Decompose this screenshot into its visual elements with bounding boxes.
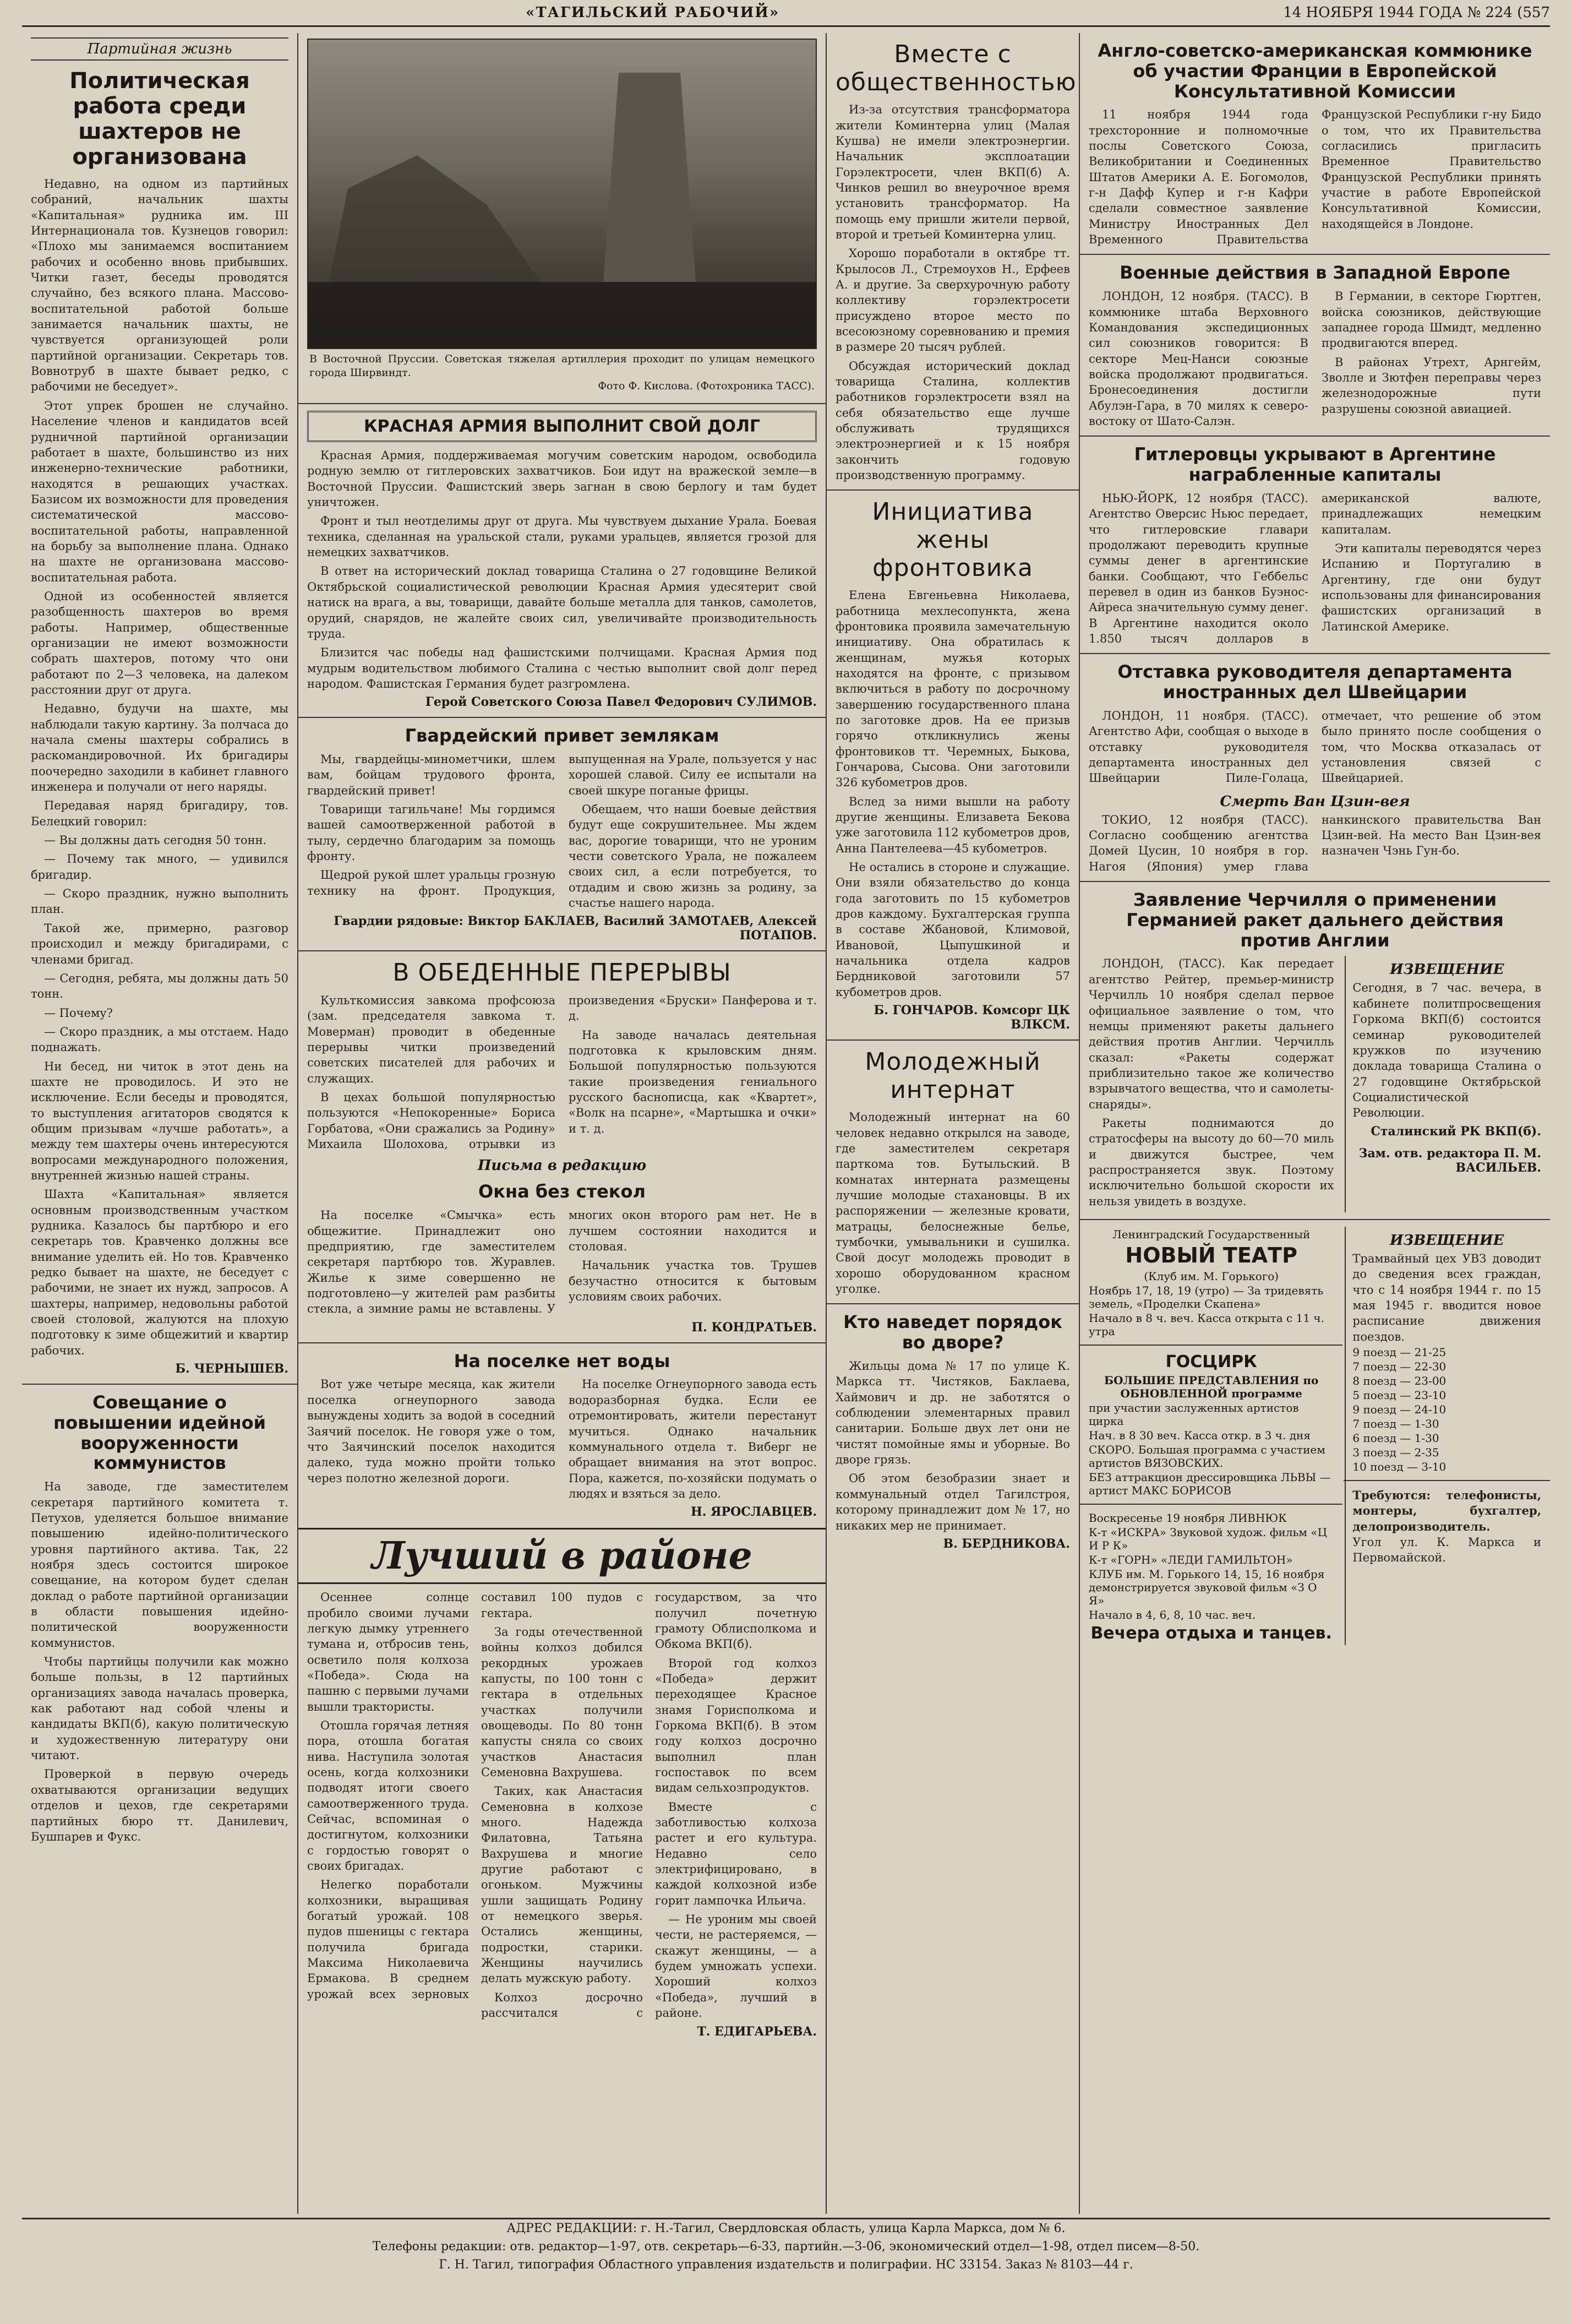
article-headline: Гитлеровцы укрывают в Аргентине награбленные капиталы [1134,444,1496,486]
photo-caption [307,349,817,396]
article-headline: На поселке нет воды [454,1350,670,1371]
job-ad: Требуются: телефонисты, монтеры, бухгалтер, делопроизводитель. [1352,1488,1541,1533]
train-row: 9 поезд — 24-10 [1352,1403,1447,1417]
paragraph: Фронт и тыл неотделимы друг от друга. Мы чувствуем дыхание Урала. Боевая техника, сделанная на уральской стали, руками уральцев, является грозой для немецких захватчиков. [307,514,817,559]
article-signature: Б. ЧЕРНЫШЕВ. [175,1362,288,1376]
notice-body: Трамвайный цех УВЗ доводит до сведения всех граждан, что с 14 ноября 1944 г. по 15 мая 1945 г. вводится новое расписание движения поездов. [1352,1251,1541,1343]
paragraph: ЛОНДОН, (ТАСС). Как передает агентство Рейтер, премьер-министр Черчилль 10 ноября сделал первое официальное заявление о том, что немцы применяют ракеты дальнего действия против Англии. Черчилль сказал: «Ракеты содержат приблизительно такое же количество взрывчатого вещества, что и самолеты-снаряды». [1089,957,1334,1111]
photo-credit: Фото Ф. Кислова. (Фотохроника ТАСС). [598,380,815,393]
divider [298,717,826,718]
theater-org: Ленинградский Государственный [1112,1227,1311,1241]
article-body [1089,708,1541,788]
theater-line: Начало в 8 ч. веч. Касса открыта с 11 ч. утра [1089,1311,1324,1338]
paragraph: Об этом безобразии знает и коммунальный отдел Тагилстроя, которому принадлежит дом № 17, но никаких мер не принимает. [836,1472,1070,1532]
divider [1080,881,1550,882]
article-signature: В. БЕРДНИКОВА. [943,1536,1070,1551]
article-body [307,1376,817,1501]
article-body [836,1358,1070,1533]
paragraph: Шахта «Капитальная» является основным производственным участком рудника. Казалось бы партбюро и его секретарь тов. Кравченко должны все внимание уделить ей. Но тов. Кравченко редко бывает на шахте, не беседует с рабочими, не знает их нужд, запросов. А шахтеры, например, недовольны работой своей столовой, жалуются на плохую подготовку к зиме общежитий и квартир рабочих. [31,1188,288,1357]
paragraph: Нелегко поработали колхозники, выращивая богатый урожай. 108 пудов пшеницы с гектара получила бригада Максима Николаевича Ермакова. В среднем урожай всех зерновых составил 100 пудов с гектара. [307,1591,643,2001]
issue-date: 14 НОЯБРЯ 1944 ГОДА № 224 (557 [1283,4,1550,21]
paragraph: — Почему? [44,1006,113,1020]
kino-line: К-т «ГОРН» «ЛЕДИ ГАМИЛЬТОН» [1089,1553,1293,1566]
tram-notice [1345,1227,1541,1645]
circus-line: БЕЗ аттракцион дрессировщика ЛЬВЫ — артист МАКС БОРИСОВ [1089,1470,1331,1497]
paragraph: Этот упрек брошен не случайно. Население членов и кандидатов всей рудничной партийной организации работает в шахте, большинство из них инженерно-технические работники, находятся в решающих участках. Базисом их возможности для проведения систематической массово-воспитательной работы, направленной на борьбу за выполнение плана. Однако на шахте не организована массово-воспитательная работа. [31,399,288,584]
article-headline: Окна без стекол [478,1181,646,1202]
paragraph: За годы отечественной войны колхоз добился рекордных урожаев капусты, по 100 тонн с гектара в отдельных участках получили овощеводы. По 80 тонн капусты сняла со своих участков Анастасия Семеновна Вахрушева. [481,1625,643,1779]
paragraph: Колхоз досрочно рассчитался с государством, за что получил почетную грамоту Облисполкома и Обкома ВКП(б). [481,1591,817,2020]
divider [827,1039,1079,1041]
article-headline: Молодежный интернат [865,1048,1041,1104]
article-body [1089,107,1541,247]
article-headline: Военные действия в Западной Европе [1120,262,1510,284]
paragraph: Жильцы дома № 17 по улице К. Маркса тт. Чистяков, Баклаева, Хаймович и др. не заботятся о соблюдении элементарных правил санитарии. Больше двух лет они не чистят помойные ямы и уборные. Во дворе грязь. [836,1359,1070,1467]
paragraph: Недавно, на одном из партийных собраний, начальник шахты «Капитальная» рудника им. III Интернационала тов. Кузнецов говорил: «Плохо мы занимаемся воспитанием рабочих и особенно вновь прибывших. Читки газет, беседы проводятся случайно, без всякого плана. Массово-воспитательной работой больше занимается начальник шахты, не чувствуется организующей роли партийной организации. Секретарь тов. Вовнотруб в шахте бывает редко, с рабочими не беседует». [31,177,288,394]
paragraph: ТОКИО, 12 ноября (ТАСС). Согласно сообщению агентства Домей Цусин, 10 ноября в гор. Нагоя (Япония) умер глава нанкинского правительства Ван Цзин-вей. На место Ван Цзин-вея назначен Чэнь Гун-бо. [1089,813,1541,873]
paragraph: — Почему так много, — удивился бригадир. [31,852,288,881]
paragraph: Начальник участка тов. Трушев безучастно относится к бытовым условиям своих рабочих. [569,1259,817,1303]
article-body [836,1109,1070,1297]
job-address: Угол ул. К. Маркса и Первомайской. [1352,1536,1541,1565]
article-body [31,1479,288,1844]
circus-line: Нач. в 8 30 веч. Касса откр. в 3 ч. дня [1089,1428,1311,1442]
train-row: 3 поезд — 2-35 [1352,1446,1439,1460]
paragraph: На поселке Огнеупорного завода есть водоразборная будка. Если ее отремонтировать, жители перестанут мучиться. Однако начальник коммунального отдела т. Виберг не обращает внимания на этот вопрос. Пора, кажется, по-хозяйски подумать о людях и взяться за дело. [569,1378,817,1500]
paragraph: На заводе, где заместителем секретаря партийного комитета т. Петухов, уделяется большое внимание повышению идейно-политического уровня партийного актива. Так, 22 ноября здесь состоится широкое совещание, на котором будет сделан доклад о работе партийной организации в области повышения идейно-политической вооруженности коммунистов. [31,1480,288,1650]
article-body [836,587,1070,1000]
article-headline: Англо-советско-американская коммюнике об участии Франции в Европейской Консультативной Комиссии [1098,40,1532,102]
paragraph: Ракеты поднимаются до стратосферы на высоту до 60—70 миль и движутся быстрее, чем распространяется звук. Поэтому исключительно большой скорости их нельзя увидеть в воздухе. [1089,1116,1334,1208]
circus-line: СКОРО. Большая программа с участием артистов ВЯЗОВСКИХ. [1089,1443,1325,1469]
article-headline: Кто наведет порядок во дворе? [843,1311,1062,1353]
article-headline: Смерть Ван Цзин-вея [1220,793,1410,810]
paragraph: Вот уже четыре месяца, как жители поселка огнеупорного завода вынуждены ходить за водой в соседний Заячий поселок. Не говоря уже о том, что Заячинский поселок находится далеко, туда можно пройти только через полотно железной дороги. [307,1378,555,1485]
paragraph: Проверкой в первую очередь охватываются организации ведущих отделов и цехов, где секретарями партийных бюро тт. Данилевич, Бушпарев и Фукс. [31,1767,288,1843]
article-signature: Т. ЕДИГАРЬЕВА. [697,2024,817,2039]
paragraph: Елена Евгеньевна Николаева, работница мехлесопункта, жена фронтовика проявила замечательную инициативу. Она обратилась к женщинам, мужья которых находятся на фронте, с призывом включиться в работу по досрочному завершению государственного плана по заготовке дров. На ее призыв горячо откликнулись жены фронтовиков тт. Черемных, Быкова, Гончарова, Сысова. Они заготовили 326 кубометров дров. [836,589,1070,790]
train-row: 5 поезд — 23-10 [1352,1389,1447,1402]
article-body [1089,491,1541,646]
paragraph: Обсуждая исторический доклад товарища Сталина, коллектив работников горэлектросети взял на себя обязательство еще лучше обслуживать трудящихся электроэнергией и к 15 ноября закончить годовую производственную программу. [836,359,1070,482]
divider [1344,1480,1550,1481]
paragraph: В районах Утрехт, Арнгейм, Зволле и Зютфен переправы через железнодорожные пути разрушены союзной авиацией. [1322,355,1541,416]
divider [1080,436,1550,437]
train-row: 6 поезд — 1-30 [1352,1432,1439,1445]
paragraph: Осеннее солнце пробило своими лучами легкую дымку утреннего тумана и, отбросив тень, осветило поля колхоза «Победа». Сюда на пашню с первыми лучами вышли трактористы. [307,1591,469,1713]
paragraph: Обещаем, что наши боевые действия будут еще сокрушительнее. Мы ждем вас, дорогие товарищи, что не уроним чести советского Урала, не пожалеем своих сил, а если потребуется, то отдадим и свою жизнь за родину, за счастье нашего народа. [569,803,817,910]
paragraph: Такой же, примерно, разговор происходил и между бригадирами, с членами бригад. [31,921,288,966]
article-signature: Герой Советского Союза Павел Федорович СУЛИМОВ. [425,695,817,710]
notice-title: ИЗВЕЩЕНИЕ [1389,1232,1504,1249]
kino-line: К-т «ИСКРА» Звуковой худож. фильм «Ц И Р К» [1089,1525,1328,1552]
club-line: КЛУБ им. М. Горького 14, 15, 16 ноября демонстрируется звуковой фильм «З О Я» [1089,1567,1325,1607]
paragraph: Щедрой рукой шлет уральцы грозную технику на фронт. Продукция, выпущенная на Урале, пользуется у нас хорошей славой. Силу ее испытали на своей шкуре поганые фрицы. [307,753,817,897]
footer-phones: Телефоны редакции: отв. редактор—1-97, отв. секретарь—6-33, партийн.—3-06, экономический отдел—1-98, отдел писем—8-50. [372,2240,1200,2254]
column-1 [22,33,297,2214]
theater-line: Ноябрь 17, 18, 19 (утро) — За тридевять земель, «Проделки Скапена» [1089,1283,1324,1310]
article-headline: Гвардейский привет землякам [405,725,719,747]
train-row: 7 поезд — 22-30 [1352,1360,1447,1374]
circus-sub: БОЛЬШИЕ ПРЕДСТАВЛЕНИЯ по ОБНОВЛЕННОЙ программе [1104,1373,1319,1400]
article-body [1089,956,1334,1212]
divider [1080,653,1550,654]
paragraph: Передавая наряд бригадиру, тов. Белецкий говорил: [31,799,288,828]
evening-line: Вечера отдыха и танцев. [1090,1623,1332,1643]
paragraph: На заводе началась деятельная подготовка к крыловским дням. Большой популярностью пользуются такие произведения гениального русского баснописца, как «Квартет», «Волк на псарне», «Мартышка и очки» и т. д. [569,1028,817,1135]
article-headline: В ОБЕДЕННЫЕ ПЕРЕРЫВЫ [392,959,732,987]
paragraph: Чтобы партийцы получили как можно больше пользы, в 12 партийных организациях завода началась проверка, как работают над собой члены и кандидаты ВКП(б), какую политическую и художественную литературу они читают. [31,1655,288,1762]
circus-line: при участии заслуженных артистов цирка [1089,1401,1299,1428]
paragraph: 11 ноября 1944 года трехсторонние и полномочные послы Советского Союза, Великобритании и Соединенных Штатов Америки А. Е. Богомолов, г-н Дафф Купер и г-н Кафри сделали совместное заявление Министру Иностранных Дел Временного Правительства Французской Республики г-ну Бидо о том, что их Правительства согласились пригласить Временное Правительство Французской Республики принять участие в работе Европейской Консультативной Комиссии, находящейся в Лондоне. [1089,108,1541,247]
divider [827,1303,1079,1304]
article-headline: Совещание о повышении идейной вооруженности коммунистов [53,1392,266,1474]
column-2 [297,33,826,2214]
article-body [31,176,288,1358]
article-body [1089,812,1541,874]
circus-title: ГОСЦИРК [1165,1352,1257,1371]
divider [22,1384,297,1385]
divider [298,950,826,951]
newspaper-masthead: «ТАГИЛЬСКИЙ РАБОЧИЙ» [526,4,780,21]
paragraph: Отошла горячая летняя пора, отошла богатая нива. Наступила золотая осень, когда колхозники подводят итоги своего самоотверженного труда. Сейчас, вспоминая о достигнутом, колхозники с гордостью говорят о своих бригадах. [307,1718,469,1873]
divider [1080,254,1550,255]
notice-title: ИЗВЕЩЕНИЕ [1389,961,1504,978]
article-signature: Б. ГОНЧАРОВ. Комсорг ЦК ВЛКСМ. [874,1003,1070,1032]
editor-line: Зам. отв. редактора П. М. ВАСИЛЬЕВ. [1358,1146,1541,1175]
paragraph: Второй год колхоз «Победа» держит переходящее Красное знамя Горисполкома и Горкома ВКП(б). В этом году колхоз досрочно выполнил план госпоставок по всем видам сельхозпродуктов. [655,1656,817,1795]
divider [298,1342,826,1343]
notice-block [1345,956,1541,1212]
article-body [307,1590,817,2021]
divider [298,403,826,404]
train-row: 9 поезд — 21-25 [1352,1346,1447,1359]
train-row: 10 поезд — 3-10 [1352,1460,1447,1474]
theater-club: (Клуб им. М. Горького) [1144,1269,1279,1283]
army-body [307,448,817,692]
column-4 [1079,33,1550,2214]
notice-signature: Сталинский РК ВКП(б). [1371,1124,1541,1139]
article-body [1089,289,1541,429]
paragraph: — Сегодня, ребята, мы должны дать 50 тонн. [31,971,288,1001]
paragraph: Недавно, будучи на шахте, мы наблюдали такую картину. За полчаса до начала смены шахтеры собрались в раскомандировочной. Их бригадиры поочередно заходили в кабинет главного инженера и получали от него наряды. [31,702,288,794]
divider [1080,1345,1342,1346]
paragraph: Из-за отсутствия трансформатора жители Коминтерна улиц (Малая Кушва) не имели электроэнергии. Начальник эксплоатации Горэлектросети, член ВКП(б) А. Чинков решил во внеурочное время установить трансформатор. На помощь ему пришли жители первой, второй и третьей Коминтерна улиц. [836,103,1070,241]
article-headline: Отставка руководителя департамента иностранных дел Швейцарии [1117,661,1513,703]
paragraph: Одной из особенностей является разобщенность шахтеров во время работы. Например, общественные организации не имеют возможности собрать шахтеров, потому что они работают по 2—3 человека, на далеком расстоянии друг от друга. [31,589,288,696]
paragraph: Близится час победы над фашистскими полчищами. Красная Армия под мудрым водительством любимого Сталина с честью выполнит свой долг перед народом. Фашистская Германия будет разгромлена. [307,646,817,690]
war-photo [307,39,817,349]
footer-print: Г. Н. Тагил, типография Областного управления издательств и полиграфии. НС 33154. Заказ № 8103—44 г. [439,2258,1133,2272]
train-row: 7 поезд — 1-30 [1352,1417,1439,1431]
article-signature: Н. ЯРОСЛАВЦЕВ. [691,1505,817,1520]
divider [1080,1504,1342,1505]
footer-address: АДРЕС РЕДАКЦИИ: г. Н.-Тагил, Свердловская область, улица Карла Маркса, дом № 6. [506,2222,1066,2235]
paragraph: НЬЮ-ЙОРК, 12 ноября (ТАСС). Агентство Оверсис Ньюс передает, что гитлеровские главари продолжают переводить крупные суммы денег в аргентинские банки. Сообщают, что Геббельс перевел в один из банков Буэнос-Айреса значительную сумму денег. В Аргентине находится около 1.850 тысяч долларов в американской валюте, принадлежащих немецким капиталам. [1089,491,1541,646]
paragraph: — Скоро праздник, а мы отстаем. Надо поднажать. [31,1025,288,1054]
section-rubric: Партийная жизнь [31,37,288,61]
paragraph: Таких, как Анастасия Семеновна в колхозе много. Надежда Филатовна, Татьяна Вахрушева и многие другие работают с огоньком. Мужчины ушли защищать Родину от немецкого зверья. Остались женщины, подростки, старики. Женщины научились делать мужскую работу. [481,1784,643,1985]
column-3 [826,33,1079,2214]
army-headline: КРАСНАЯ АРМИЯ ВЫПОЛНИТ СВОЙ ДОЛГ [307,411,817,442]
paragraph: Ни бесед, ни читок в этот день на шахте не проводилось. И это не исключение. Если беседы и проводятся, то выступления агитаторов сводятся к общим призывам «лучше работать», а между тем шахтеры очень интересуются вопросами международного положения, внутренней жизнью нашей страны. [31,1059,288,1182]
article-signature: П. КОНДРАТЬЕВ. [691,1320,817,1335]
paragraph: — Вы должны дать сегодня 50 тонн. [44,834,267,847]
paragraph: — Скоро праздник, нужно выполнить план. [31,887,288,916]
paragraph: Эти капиталы переводятся через Испанию и Португалию в Аргентину, где они будут использованы для финансирования фашистских организаций в Латинской Америке. [1322,542,1541,633]
paragraph: На поселке «Смычка» есть общежитие. Принадлежит оно предприятию, где заместителем секретаря партбюро тов. Журавлев. Жилье к зиме совершенно не подготовлено—у жителей рам разбиты стекла, а зимние рамы не вставлены. У многих окон второго рам нет. Не в лучшем состоянии находится и столовая. [307,1209,817,1316]
article-body [307,752,817,911]
paragraph: Товарищи тагильчане! Мы гордимся вашей самоотверженной работой в тылу, сердечно благодарим за помощь фронту. [307,803,555,863]
article-headline: Заявление Черчилля о применении Германией ракет дальнего действия против Англии [1126,889,1504,951]
caption-text: В Восточной Пруссии. Советская тяжелая артиллерия проходит по улицам немецкого города Ширвиндт. [309,353,815,379]
paragraph: ЛОНДОН, 11 ноября. (ТАСС). Агентство Афи, сообщая о выходе в отставку руководителя департамента иностранных дел Швейцарии Пиле-Голаца, отмечает, что решение об этом было принято после сообщения о том, что Москва отказалась от установления связей с Швейцарией. [1089,709,1541,785]
club-line: Начало в 4, 6, 8, 10 час. веч. [1089,1608,1256,1621]
paragraph: Вместе с заботливостью колхоза растет и его культура. Недавно село электрифицировано, в каждой колхозной избе горит лампочка Ильича. [655,1800,817,1907]
theater-title: НОВЫЙ ТЕАТР [1125,1243,1297,1267]
paragraph: В ответ на исторический доклад товарища Сталина о 27 годовщине Великой Октябрьской социалистической революции Красная Армия удесятерит свой натиск на врага, а вы, товарищи, давайте больше металла для танков, самолетов, орудий, снарядов, не жалейте своих сил, увеличивайте производительность труда. [307,564,817,640]
paragraph: Мы, гвардейцы-минометчики, шлем вам, бойцам трудового фронта, гвардейский привет! [307,753,555,797]
article-headline: Инициатива жены фронтовика [872,498,1034,582]
article-signature: Гвардии рядовые: Виктор БАКЛАЕВ, Василий ЗАМОТАЕВ, Алексей ПОТАПОВ. [334,914,817,943]
paragraph: В Германии, в секторе Гюртген, войска союзников, действующие западнее города Шмидт, медленно продвигаются вперед. [1322,290,1541,350]
paragraph: Не остались в стороне и служащие. Они взяли обязательство до конца года заготовить по 15 кубометров дров каждому. Бухгалтерская группа в составе Жбановой, Климовой, Ивановой, Цыпушкиной и начальника отдела кадров Бердниковой заготовили 57 кубометров дров. [836,861,1070,999]
article-body [307,1207,817,1316]
divider [827,489,1079,491]
kino-line: Воскресенье 19 ноября ЛИВНЮК [1089,1511,1287,1525]
train-row: 8 поезд — 23-00 [1352,1374,1447,1388]
letters-rubric: Письма в редакцию [477,1157,647,1174]
divider [1080,1219,1550,1220]
article-body [307,993,817,1152]
paragraph: Вслед за ними вышли на работу другие женщины. Елизавета Бекова уже заготовила 112 кубометров дров, Анна Пантелеева—45 кубометров. [836,794,1070,855]
page-footer [22,2218,1550,2302]
ads-block [1089,1227,1334,1645]
article-headline: Политическая работа среди шахтеров не организована [69,68,250,170]
paragraph: Молодежный интернат на 60 человек недавно открылся на заводе, где заместителем секретаря парткома тов. Бутыльский. В комнатах интерната размещены лучшие молодые стахановцы. В их распоряжении — железные кровати, матрацы, белоснежные белье, тумбочки, умывальники и сушилка. Свой досуг молодежь проводит в хорошо оборудованном красном уголке. [836,1111,1070,1296]
notice-body: Сегодня, в 7 час. вечера, в кабинете политпросвещения Горкома ВКП(б) состоится семинар руководителей кружков по изучению доклада товарища Сталина о 27 годовщине Октябрьской Социалистической Революции. [1352,981,1541,1120]
paragraph: ЛОНДОН, 12 ноября. (ТАСС). В коммюнике штаба Верховного Командования экспедиционных сил союзников говорится: В секторе Мец-Нанси союзные войска продолжают продвигаться. Бронесоединения достигли Абулэн-Гара, в 70 милях к северо-востоку от Шато-Салэн. [1089,290,1308,428]
article-body [836,102,1070,483]
paragraph: Красная Армия, поддерживаемая могучим советским народом, освободила родную землю от гитлеровских захватчиков. Бои идут на вражеской земле—в Восточной Пруссии. Фашистский зверь загнан в свою берлогу и там будет уничтожен. [307,449,817,509]
paragraph: — Не уроним мы своей чести, не растеряемся, — скажут женщины, — а будем умножать успехи. Хороший колхоз «Победа», лучший в районе. [655,1913,817,2020]
article-headline: Вместе с общественностью [836,40,1077,96]
paragraph: В цехах большой популярностью пользуются «Непокоренные» Бориса Горбатова, «Они сражались за Родину» Михаила Шолохова, отрывки из произведения «Бруски» Панферова и т. д. [307,994,817,1151]
best-in-district-banner: Лучший в районе [298,1528,826,1584]
paragraph: Культкомиссия завкома профсоюза (зам. председателя завкома т. Моверман) проводит в обеденные перерывы читки произведений советских писателей для рабочих и служащих. [307,994,555,1085]
paragraph: Хорошо поработали в октябре тт. Крылосов Л., Стремоухов Н., Ерфеев А. и другие. За сверхурочную работу коллективу горэлектросети присуждено второе место по всесоюзному соревнованию и премия в размере 20 тысяч рублей. [836,247,1070,354]
running-header [22,0,1550,27]
